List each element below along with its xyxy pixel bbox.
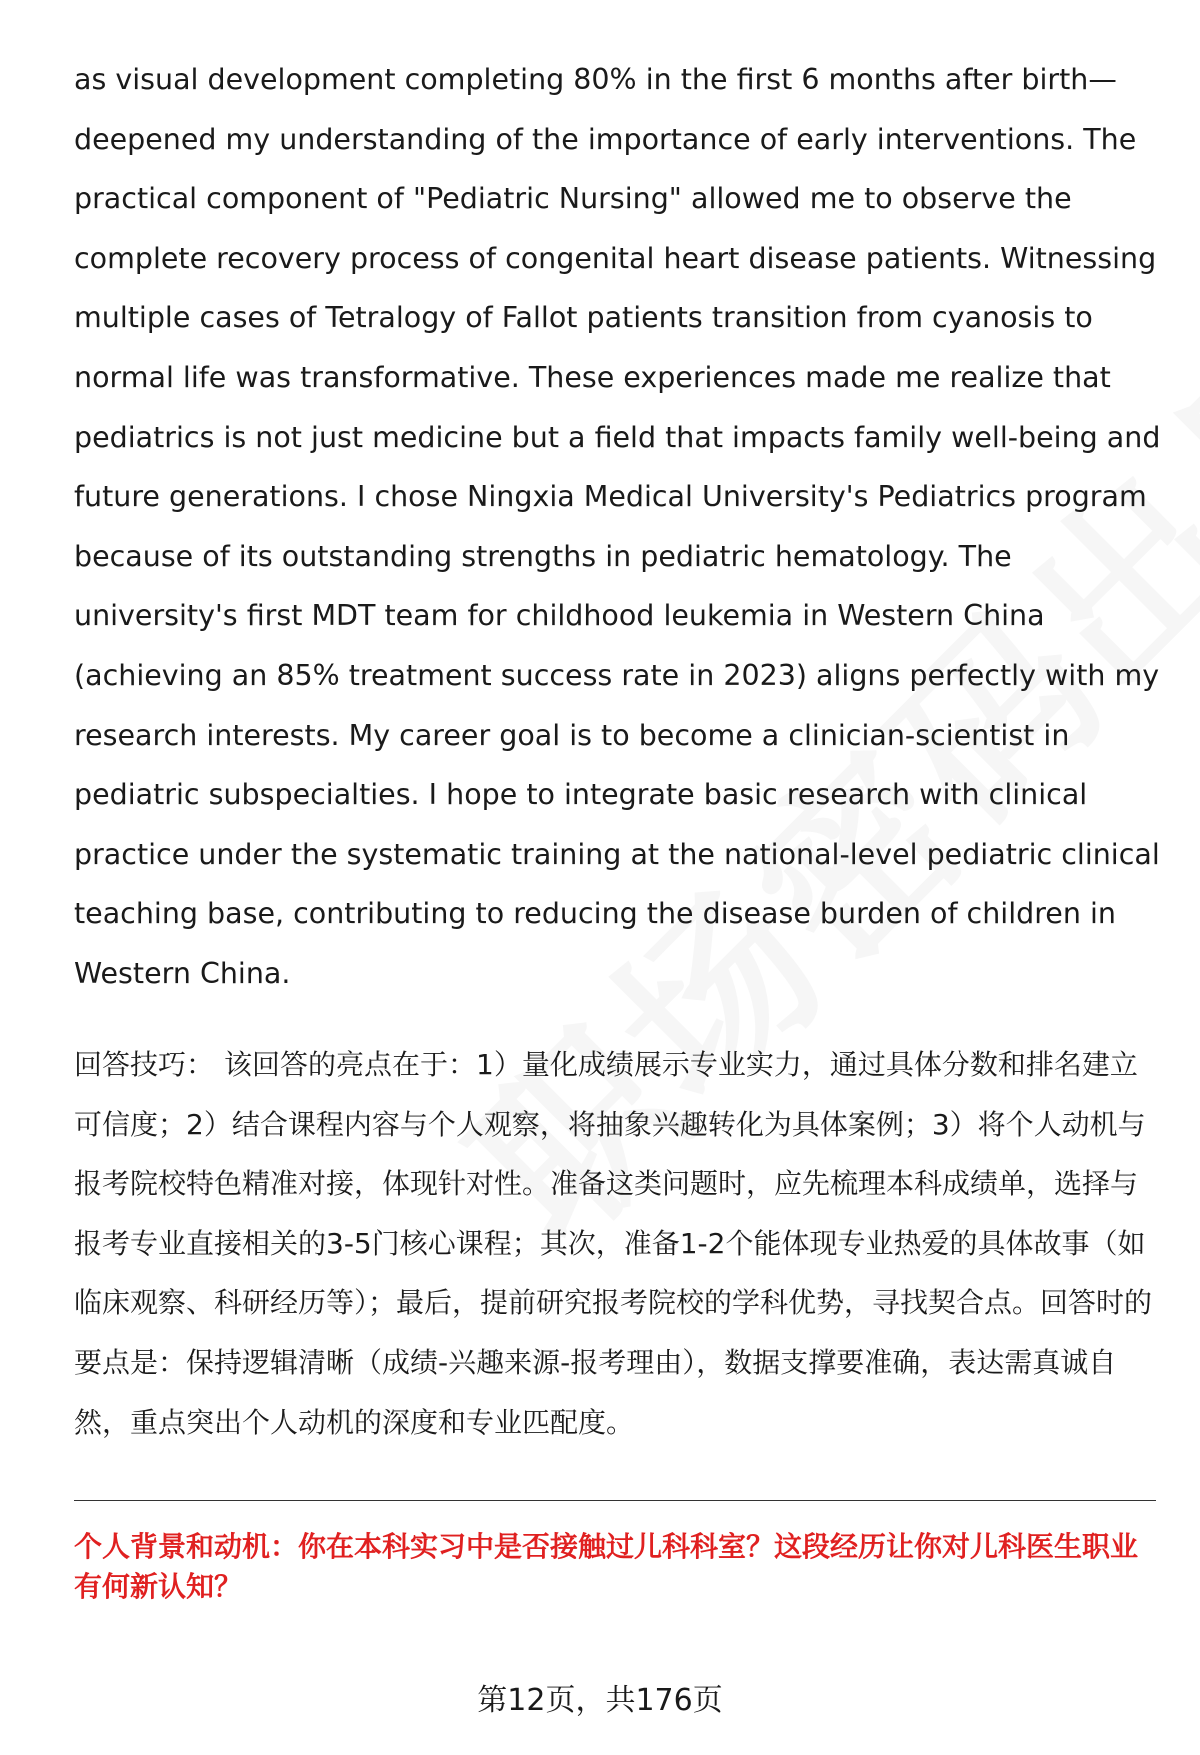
tips-label: 回答技巧： [74, 1048, 215, 1081]
tips-text: 该回答的亮点在于：1）量化成绩展示专业实力，通过具体分数和排名建立可信度；2）结合课程内容与个人观察，将抽象兴趣转化为具体案例；3）将个人动机与报考院校特色精准对接，体现针对性。准备这类问题时，应先梳理本科成绩单，选择与报考专业直接相关的3-5门核心课程；其次，准备1-2个能体现专业热爱的具体故事（如临床观察、科研经历等）；最后，提前研究报考院校的学科优势，寻找契合点。回答时的要点是：保持逻辑清晰（成绩-兴趣来源-报考理由），数据支撑要准确，表达需真诚自然，重点突出个人动机的深度和专业匹配度。 [74, 1048, 1153, 1439]
answer-paragraph: as visual development completing 80% in the first 6 months after birth—deepened my understanding of the importance of early interventions. The practical component of "Pediatric Nursing" allowed me to observe the complete recovery process of congenital heart disease patients. Witnessing multiple cases of Tetralogy of Fallot patients transition from cyanosis to normal life was transformative. These experiences made me realize that pediatrics is not just medicine but a field that impacts family well-being and future generations. I chose Ningxia Medical University's Pediatrics program because of its outstanding strengths in pediatric hematology. The university's first MDT team for childhood leukemia in Western China (achieving an 85% treatment success rate in 2023) aligns perfectly with my research interests. My career goal is to become a clinician-scientist in pediatric subspecialties. I hope to integrate basic research with clinical practice under the systematic training at the national-level pediatric clinical teaching base, contributing to reducing the disease burden of children in Western China. [74, 63, 1161, 990]
page-number: 第12页，共176页 [477, 1683, 723, 1718]
answer-tips-paragraph [74, 1035, 1164, 1452]
question-heading: 个人背景和动机：你在本科实习中是否接触过儿科科室？这段经历让你对儿科医生职业有何新认知？ [74, 1530, 1139, 1603]
section-divider [74, 1500, 1156, 1501]
